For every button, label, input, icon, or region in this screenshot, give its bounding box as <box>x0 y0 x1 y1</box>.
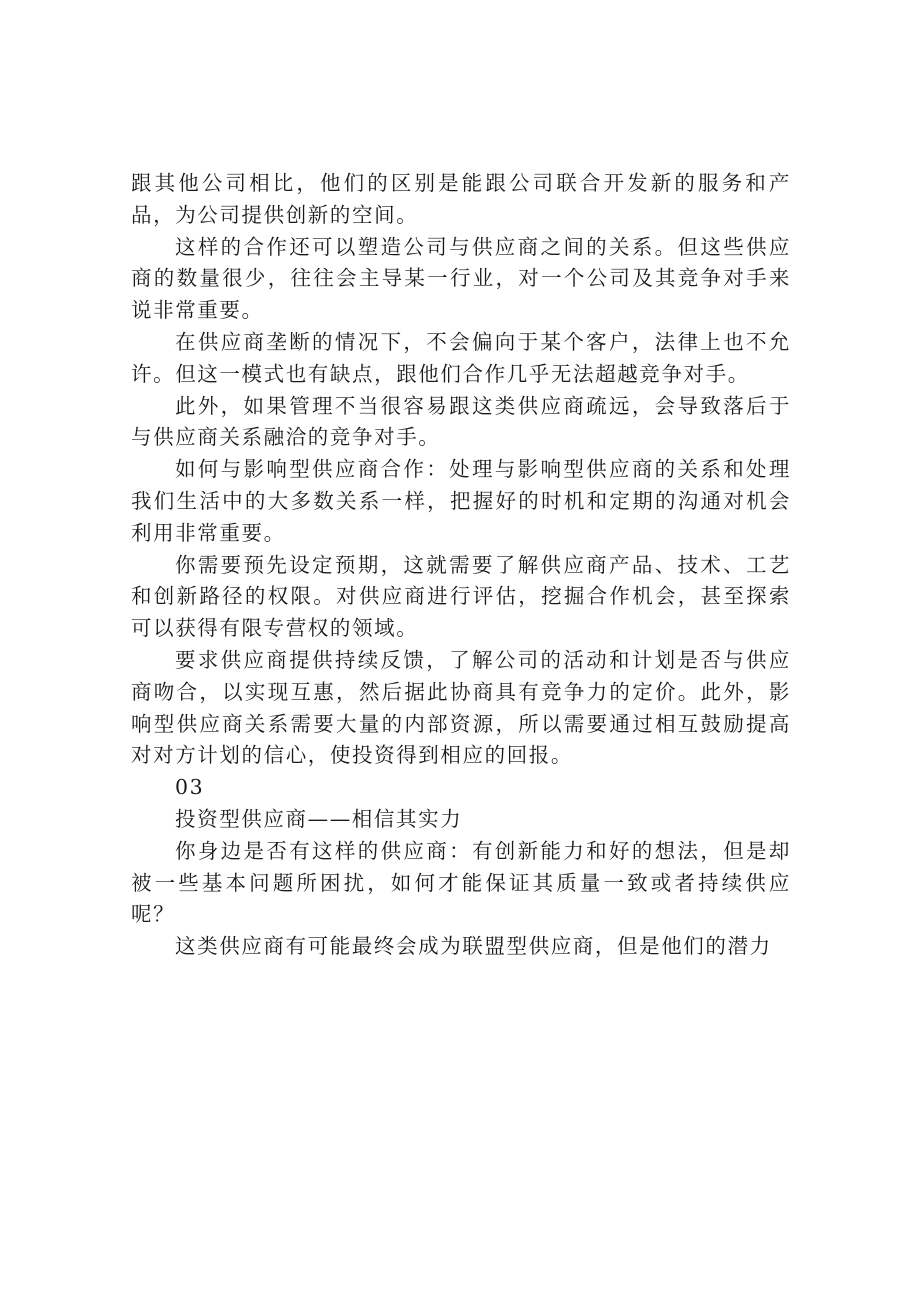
paragraph-1: 跟其他公司相比，他们的区别是能跟公司联合开发新的服务和产品，为公司提供创新的空间。 <box>131 171 791 227</box>
section-number: 03 <box>175 775 205 800</box>
paragraph-9: 这类供应商有可能最终会成为联盟型供应商，但是他们的潜力 <box>175 934 772 959</box>
paragraph-7: 要求供应商提供持续反馈，了解公司的活动和计划是否与供应商吻合，以实现互惠，然后据此协商具有竞争力的定价。此外，影响型供应商关系需要大量的内部资源，所以需要通过相互鼓励提高对对方计划的信心，使投资得到相应的回报。 <box>131 647 791 768</box>
section-heading: 投资型供应商——相信其实力 <box>175 806 463 831</box>
paragraph-8: 你身边是否有这样的供应商：有创新能力和好的想法，但是却被一些基本问题所困扰，如何才能保证其质量一致或者持续供应呢？ <box>131 838 791 927</box>
paragraph-5: 如何与影响型供应商合作：处理与影响型供应商的关系和处理我们生活中的大多数关系一样，把握好的时机和定期的沟通对机会利用非常重要。 <box>131 457 791 545</box>
paragraph-2: 这样的合作还可以塑造公司与供应商之间的关系。但这些供应商的数量很少，往往会主导某一行业，对一个公司及其竞争对手来说非常重要。 <box>131 234 791 323</box>
paragraph-6: 你需要预先设定预期，这就需要了解供应商产品、技术、工艺和创新路径的权限。对供应商进行评估，挖掘合作机会，甚至探索可以获得有限专营权的领域。 <box>131 552 791 641</box>
paragraph-3: 在供应商垄断的情况下，不会偏向于某个客户，法律上也不允许。但这一模式也有缺点，跟他们合作几乎无法超越竞争对手。 <box>131 329 791 386</box>
document-body <box>131 168 791 963</box>
paragraph-4: 此外，如果管理不当很容易跟这类供应商疏远，会导致落后于与供应商关系融洽的竞争对手。 <box>131 393 791 450</box>
